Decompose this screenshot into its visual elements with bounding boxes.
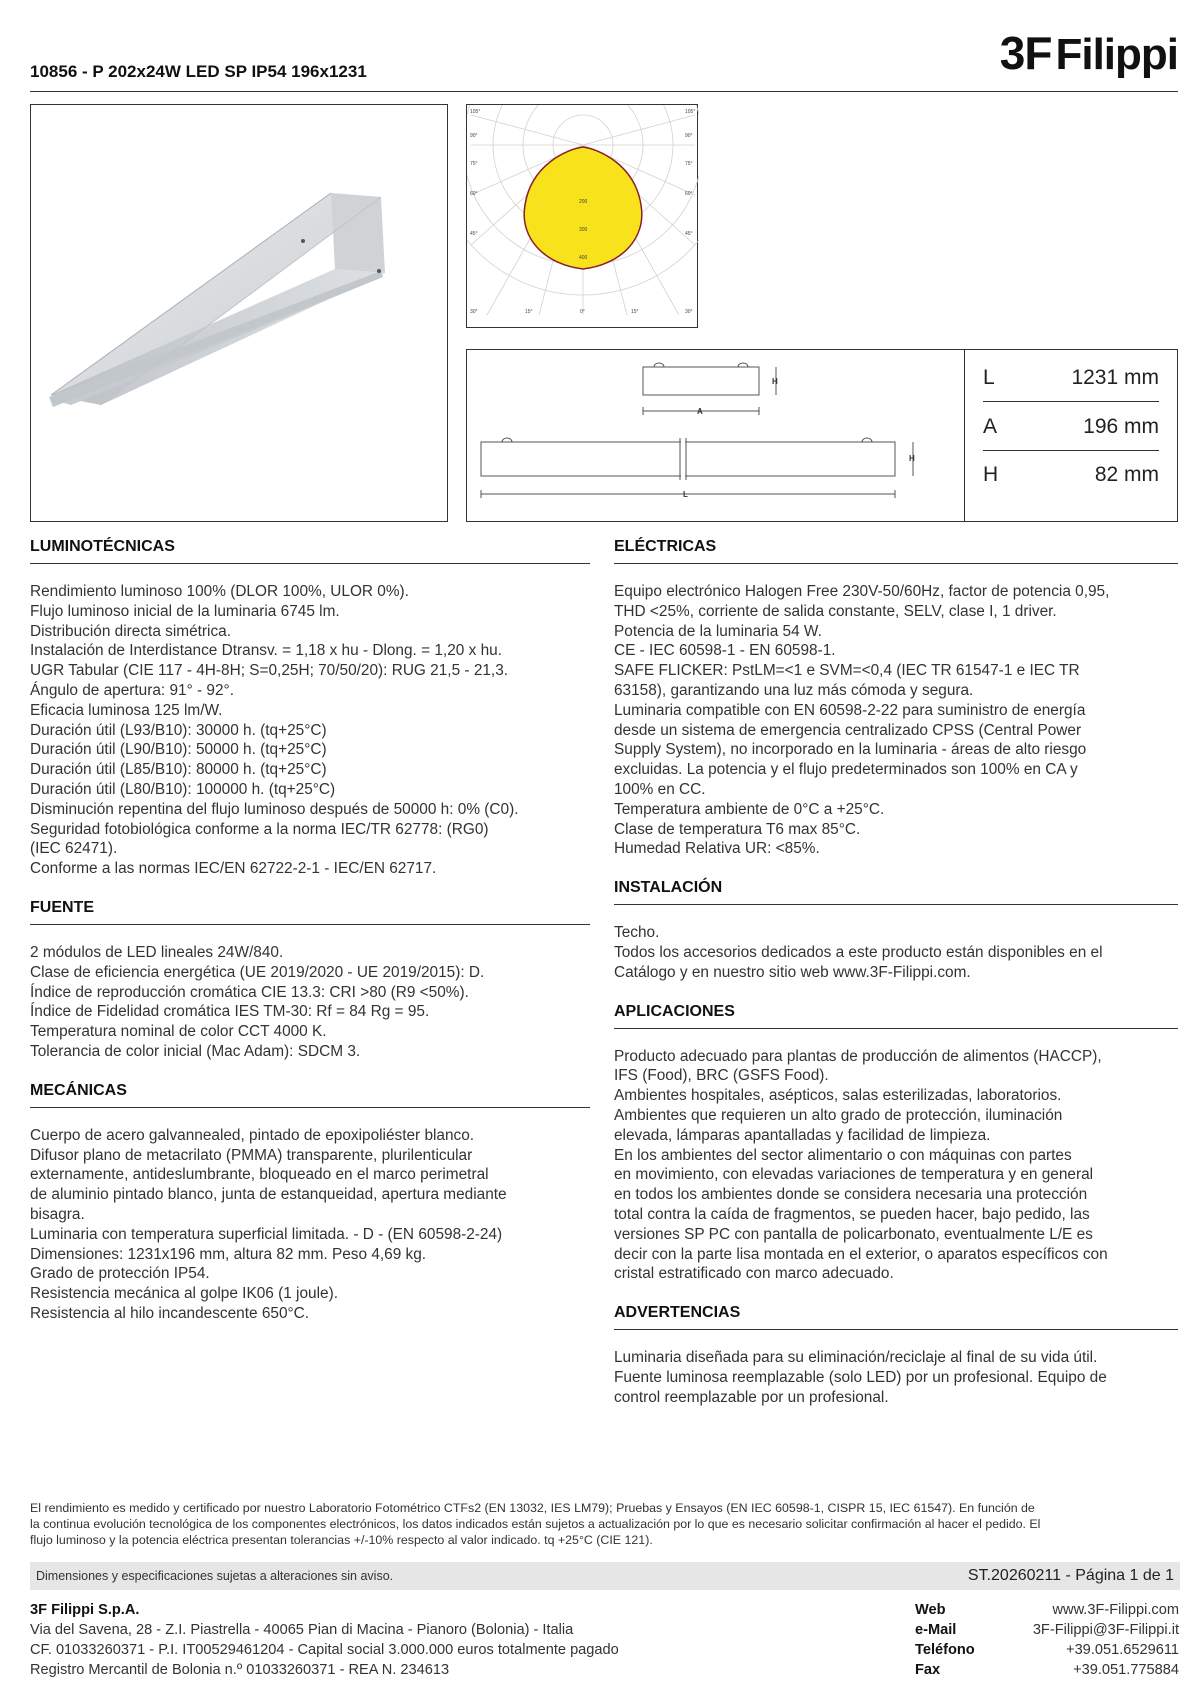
spec-line: Disminución repentina del flujo luminoso después de 50000 h: 0% (C0). [30,800,519,818]
spec-line: versiones SP PC con pantalla de policarbonato, eventualmente L/E es [614,1225,1093,1243]
section-body [614,564,1178,859]
spec-line: Todos los accesorios dedicados a este producto están disponibles en el [614,943,1103,961]
spec-line: Distribución directa simétrica. [30,622,231,640]
spec-line: SAFE FLICKER: PstLM=<1 e SVM=<0,4 (IEC TR 61547-1 e IEC TR [614,662,1080,680]
phone-number: +39.051.6529611 [1066,1642,1179,1658]
spec-line: Resistencia al hilo incandescente 650°C. [30,1304,310,1322]
spec-line: 63158), garantizando una luz más cómoda y segura. [614,681,974,699]
contact-key: Teléfono [915,1642,975,1658]
contact-info [915,1600,1179,1680]
polar-bottom-2: 15° [525,309,533,315]
spec-line: decir con la parte lisa montada en el exterior, o aparatos específicos con [614,1245,1108,1263]
spec-line: total contra la caída de fragmentos, se pueden hacer, bajo pedido, las [614,1205,1090,1223]
spec-line: Duración útil (L80/B10): 100000 h. (tq+25°C) [30,780,336,798]
section-heading: INSTALACIÓN [614,877,1178,905]
spec-line: Temperatura ambiente de 0°C a +25°C. [614,800,885,818]
company-tax-info: CF. 01033260371 - P.I. IT00529461204 - Capital social 3.000.000 euros totalmente pagado [30,1642,619,1658]
technical-drawing [467,350,965,523]
spec-line: Fuente luminosa reemplazable (solo LED) por un profesional. Equipo de [614,1368,1107,1386]
footnote-line: flujo luminoso y la potencia eléctrica presentan tolerancias +/-10% respecto al valor indicado. tq +25°C (CIE 121). [30,1533,653,1547]
spec-line: Equipo electrónico Halogen Free 230V-50/60Hz, factor de potencia 0,95, [614,583,1110,600]
polar-bottom-4: 15° [631,309,639,315]
spec-line: Catálogo y en nuestro sitio web www.3F-Filippi.com. [614,963,971,981]
spec-line: Humedad Relativa UR: <85%. [614,840,820,858]
spec-line: Ambientes que requieren un alto grado de protección, iluminación [614,1106,1063,1124]
section-heading: ADVERTENCIAS [614,1302,1178,1330]
footnote-line: la continua evolución tecnológica de los componentes electrónicos, los datos indicados están sujetos a actualización por lo que es necesario solicitar confirmación al hacer el pedido. El [30,1517,1041,1531]
spec-line: Duración útil (L85/B10): 80000 h. (tq+25°C) [30,761,327,779]
spec-line: Índice de reproducción cromática CIE 13.3: CRI >80 (R9 <50%). [30,983,469,1001]
dimension-row-length [983,354,1159,402]
contact-key: Fax [915,1662,941,1678]
spec-line: 100% en CC. [614,780,706,798]
dimension-key: H [983,463,999,486]
spec-line: Clase de eficiencia energética (UE 2019/2020 - UE 2019/2015): D. [30,963,485,981]
spec-line: Dimensiones: 1231x196 mm, altura 82 mm. Peso 4,69 kg. [30,1245,427,1263]
polar-label-l3: 75° [470,161,478,167]
company-address: Via del Savena, 28 - Z.I. Piastrella - 40065 Pian di Macina - Pianoro (Bolonia) - Italia [30,1622,574,1638]
spec-line: Difusor plano de metacrilato (PMMA) transparente, plurilenticular [30,1146,473,1164]
spec-line: excluidas. La potencia y el flujo predeterminados son 100% en CA y [614,761,1078,779]
polar-radial-2: 300 [579,227,588,233]
luminaire-image [31,105,448,522]
header-divider [30,91,1178,92]
logo-mark: 3F [999,27,1052,79]
spec-line: UGR Tabular (CIE 117 - 4H-8H; S=0,25H; 70/50/20): RUG 21,5 - 21,3. [30,662,509,680]
spec-line: Conforme a las normas IEC/EN 62722-2-1 - IEC/EN 62717. [30,860,437,878]
spec-line: CE - IEC 60598-1 - EN 60598-1. [614,642,836,660]
contact-key: e-Mail [915,1622,957,1638]
section-heading: ELÉCTRICAS [614,536,1178,564]
dimension-value: 196 mm [1083,414,1159,438]
website-link[interactable]: www.3F-Filippi.com [1052,1602,1179,1618]
drawing-label-l: L [683,490,688,499]
spec-line: Ambientes hospitales, asépticos, salas esterilizadas, laboratorios. [614,1087,1062,1105]
section-body [30,925,590,1062]
polar-bottom-5: 30° [685,309,693,315]
spec-line: Eficacia luminosa 125 lm/W. [30,701,223,719]
polar-label-r2: 90° [685,133,693,139]
spec-line: bisagra. [30,1205,85,1223]
spec-line: Cuerpo de acero galvannealed, pintado de epoxipoliéster blanco. [30,1126,475,1144]
section-heading: MECÁNICAS [30,1080,590,1108]
polar-radial-1: 200 [579,199,588,205]
company-registry: Registro Mercantil de Bolonia n.º 01033260371 - REA N. 234613 [30,1662,450,1678]
polar-label-l2: 90° [470,133,478,139]
spec-line: Resistencia mecánica al golpe IK06 (1 joule). [30,1285,338,1303]
spec-line: Producto adecuado para plantas de producción de alimentos (HACCP), [614,1047,1102,1065]
polar-label-r4: 60° [685,191,693,197]
polar-bottom-3: 0° [580,309,585,315]
spec-line: Flujo luminoso inicial de la luminaria 6745 lm. [30,602,340,620]
section-heading: APLICACIONES [614,1001,1178,1029]
spec-line: Índice de Fidelidad cromática IES TM-30: Rf = 84 Rg = 95. [30,1003,430,1021]
polar-diagram [466,104,698,328]
specs-left-column [30,536,590,1342]
contact-row-fax [915,1660,1179,1680]
drawing-label-h-side: H [909,454,915,463]
spec-line: Supply System), no incorporado en la luminaria - áreas de alto riesgo [614,741,1087,759]
spec-line: Luminaria diseñada para su eliminación/reciclaje al final de su vida útil. [614,1349,1098,1367]
spec-line: Duración útil (L93/B10): 30000 h. (tq+25°C) [30,721,327,739]
polar-label-r1: 105° [685,109,696,115]
spec-line: desde un sistema de emergencia centralizado CPSS (Central Power [614,721,1082,739]
section-body [30,564,590,879]
spec-line: Temperatura nominal de color CCT 4000 K. [30,1023,327,1041]
spec-line: Clase de temperatura T6 max 85°C. [614,820,861,838]
spec-line: cristal estratificado con marco adecuado. [614,1265,894,1283]
spec-line: (IEC 62471). [30,840,118,858]
polar-label-l5: 45° [470,231,478,237]
section-body [614,905,1178,982]
fax-number: +39.051.775884 [1073,1662,1179,1678]
spec-line: THD <25%, corriente de salida constante, SELV, clase I, 1 driver. [614,602,1057,620]
spec-line: Rendimiento luminoso 100% (DLOR 100%, ULOR 0%). [30,583,409,600]
spec-line: Techo. [614,924,660,942]
logo-text: Filippi [1055,30,1178,79]
spec-line: en movimiento, con elevadas variaciones de temperatura y en general [614,1166,1094,1184]
spec-line: Duración útil (L90/B10): 50000 h. (tq+25°C) [30,741,327,759]
email-link[interactable]: 3F-Filippi@3F-Filippi.it [1032,1622,1179,1638]
spec-line: IFS (Food), BRC (GSFS Food). [614,1067,829,1085]
spec-line: externamente, antideslumbrante, bloqueado en el marco perimetral [30,1166,489,1184]
contact-key: Web [915,1602,946,1618]
dimension-row-width [983,403,1159,451]
company-name: 3F Filippi S.p.A. [30,1602,140,1618]
section-body [30,1108,590,1324]
polar-label-l4: 60° [470,191,478,197]
spec-line: 2 módulos de LED lineales 24W/840. [30,943,284,961]
photometric-curve [467,105,699,329]
polar-bottom-1: 30° [470,309,478,315]
spec-line: Potencia de la luminaria 54 W. [614,622,822,640]
company-info [30,1600,619,1680]
polar-label-r3: 75° [685,161,693,167]
disclaimer-text: Dimensiones y especificaciones sujetas a alteraciones sin aviso. [36,1569,394,1583]
polar-radial-3: 400 [579,255,588,261]
polar-label-l1: 105° [470,109,481,115]
section-body [614,1029,1178,1285]
spec-line: Luminaria con temperatura superficial limitada. - D - (EN 60598-2-24) [30,1225,503,1243]
spec-line: elevada, lámparas apantalladas y facilidad de limpieza. [614,1126,991,1144]
contact-row-phone [915,1640,1179,1660]
spec-line: Seguridad fotobiológica conforme a la norma IEC/TR 62778: (RG0) [30,820,489,838]
notice-bar [30,1562,1180,1590]
specs-right-column [614,536,1178,1426]
drawing-label-h-end: H [772,377,778,386]
contact-row-web [915,1600,1179,1620]
dimension-drawing [466,349,964,522]
dimension-row-height [983,451,1159,499]
section-heading: FUENTE [30,897,590,925]
spec-line: Tolerancia de color inicial (Mac Adam): SDCM 3. [30,1042,361,1060]
contact-row-email [915,1620,1179,1640]
spec-line: Instalación de Interdistance Dtransv. = 1,18 x hu - Dlong. = 1,20 x hu. [30,642,502,660]
section-body [614,1330,1178,1407]
footnote [30,1500,1180,1548]
dimensions-table [964,349,1178,522]
polar-curve-fill [524,147,642,269]
dimension-value: 1231 mm [1071,365,1159,389]
footnote-line: El rendimiento es medido y certificado por nuestro Laboratorio Fotométrico CTFs2 (EN 13032, IES LM79); Pruebas y Ensayos (EN IEC 60598-1, CISPR 15, IEC 61547). En función de [30,1501,1035,1515]
brand-logo [1000,26,1178,80]
spec-line: Luminaria compatible con EN 60598-2-22 para suministro de energía [614,701,1086,719]
product-title: 10856 - P 202x24W LED SP IP54 196x1231 [30,62,367,81]
spec-line: En los ambientes del sector alimentario o con máquinas con partes [614,1146,1072,1164]
dimension-value: 82 mm [1094,463,1159,486]
product-photo [30,104,448,522]
spec-line: Grado de protección IP54. [30,1265,210,1283]
polar-label-r5: 45° [685,231,693,237]
spec-line: de aluminio pintado blanco, junta de estanqueidad, apertura mediante [30,1186,507,1204]
page-reference: ST.20260211 - Página 1 de 1 [967,1567,1174,1584]
dimension-key: L [983,365,995,389]
spec-line: control reemplazable por un profesional. [614,1388,889,1406]
section-heading: LUMINOTÉCNICAS [30,536,590,564]
dimension-key: A [983,414,998,438]
drawing-label-a: A [697,407,703,416]
spec-line: Ángulo de apertura: 91° - 92°. [30,681,234,699]
spec-line: en todos los ambientes donde se considera necesaria una protección [614,1186,1088,1204]
